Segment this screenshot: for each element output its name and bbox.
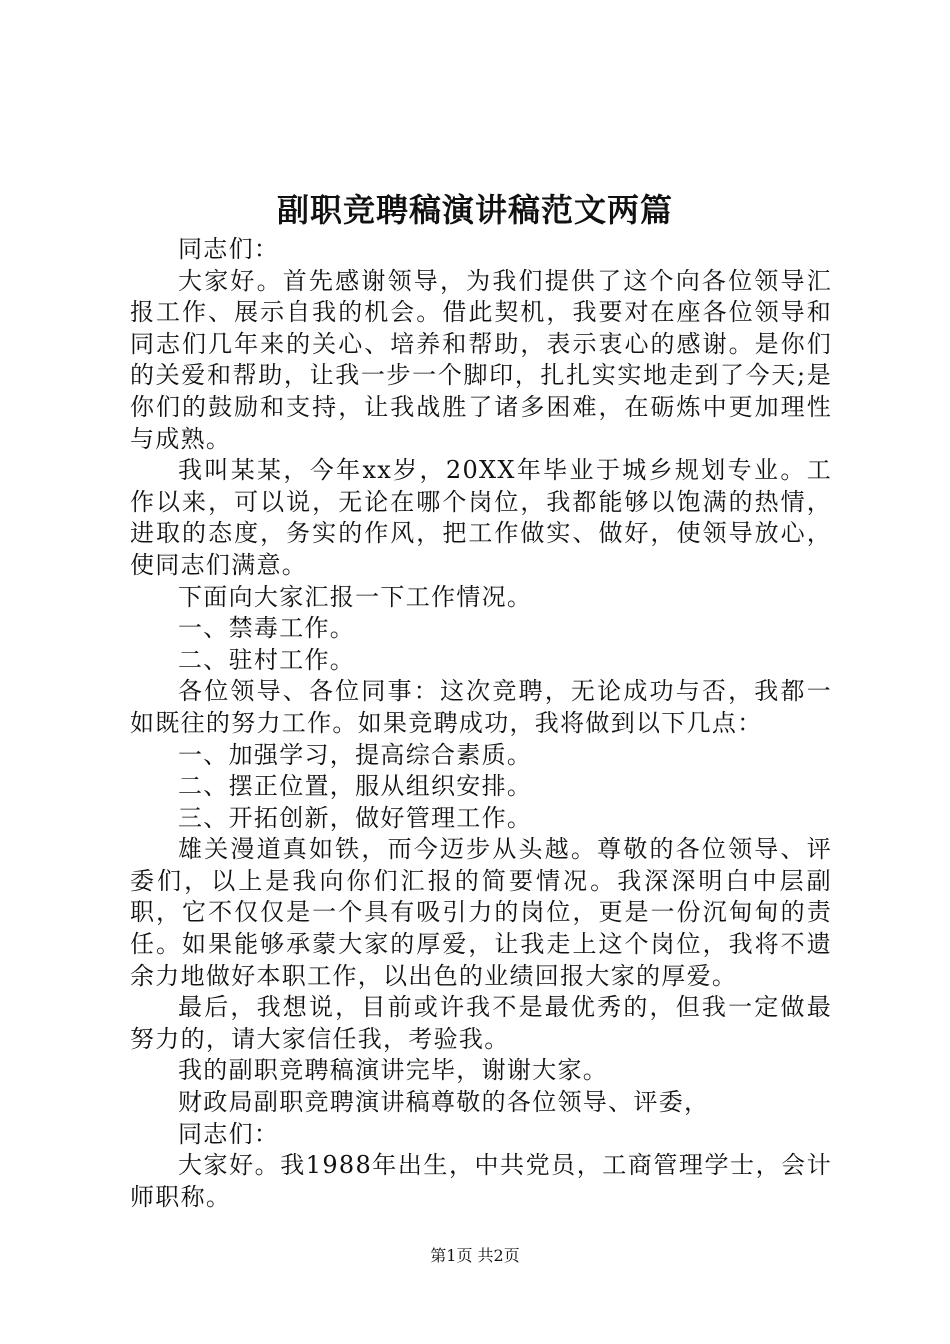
paragraph-closing: 最后，我想说，目前或许我不是最优秀的，但我一定做最努力的，请大家信任我，考验我。 [130,993,832,1053]
paragraph-thank-you: 我的副职竞聘稿演讲完毕，谢谢大家。 [178,1056,609,1085]
page-number-footer: 第1页 共2页 [430,1246,520,1265]
paragraph-report-intro: 下面向大家汇报一下工作情况。 [178,582,533,611]
paragraph-second-intro: 大家好。我1988年出生，中共党员，工商管理学士，会计师职称。 [130,1151,832,1211]
paragraph-point-innovation: 三、开拓创新，做好管理工作。 [178,803,533,832]
paragraph-point-position: 二、摆正位置，服从组织安排。 [178,772,533,801]
document-title: 副职竞聘稿演讲稿范文两篇 [276,191,673,229]
paragraph-commitment: 各位领导、各位同事：这次竞聘，无论成功与否，我都一如既往的努力工作。如果竞聘成功，我将做到以下几点： [130,677,832,737]
paragraph-summary: 雄关漫道真如铁，而今迈步从头越。尊敬的各位领导、评委们，以上是我向你们汇报的简要情况。我深深明白中层副职，它不仅仅是一个具有吸引力的岗位，更是一份沉甸甸的责任。如果能够承蒙大家的厚爱，让我走上这个岗位，我将不遗余力地做好本职工作，以出色的业绩回报大家的厚爱。 [130,835,832,990]
paragraph-point-study: 一、加强学习，提高综合素质。 [178,740,533,769]
paragraph-second-title: 财政局副职竞聘演讲稿尊敬的各位领导、评委， [178,1088,710,1117]
paragraph-item-drug-control: 一、禁毒工作。 [178,614,356,643]
paragraph-introduction: 我叫某某，今年xx岁，20XX年毕业于城乡规划专业。工作以来，可以说，无论在哪个岗位，我都能够以饱满的热情，进取的态度，务实的作风，把工作做实、做好，使领导放心，使同志们满意。 [130,456,832,579]
paragraph-item-village-work: 二、驻村工作。 [178,645,356,674]
document-body [130,234,832,1213]
paragraph-second-greeting: 同志们： [178,1119,280,1148]
paragraph-greeting: 同志们： [178,235,280,263]
paragraph-thanks: 大家好。首先感谢领导，为我们提供了这个向各位领导汇报工作、展示自我的机会。借此契机，我要对在座各位领导和同志们几年来的关心、培养和帮助，表示衷心的感谢。是你们的关爱和帮助，让我一步一个脚印，扎扎实实地走到了今天;是你们的鼓励和支持，让我战胜了诸多困难，在砺炼中更加理性与成熟。 [130,266,832,453]
